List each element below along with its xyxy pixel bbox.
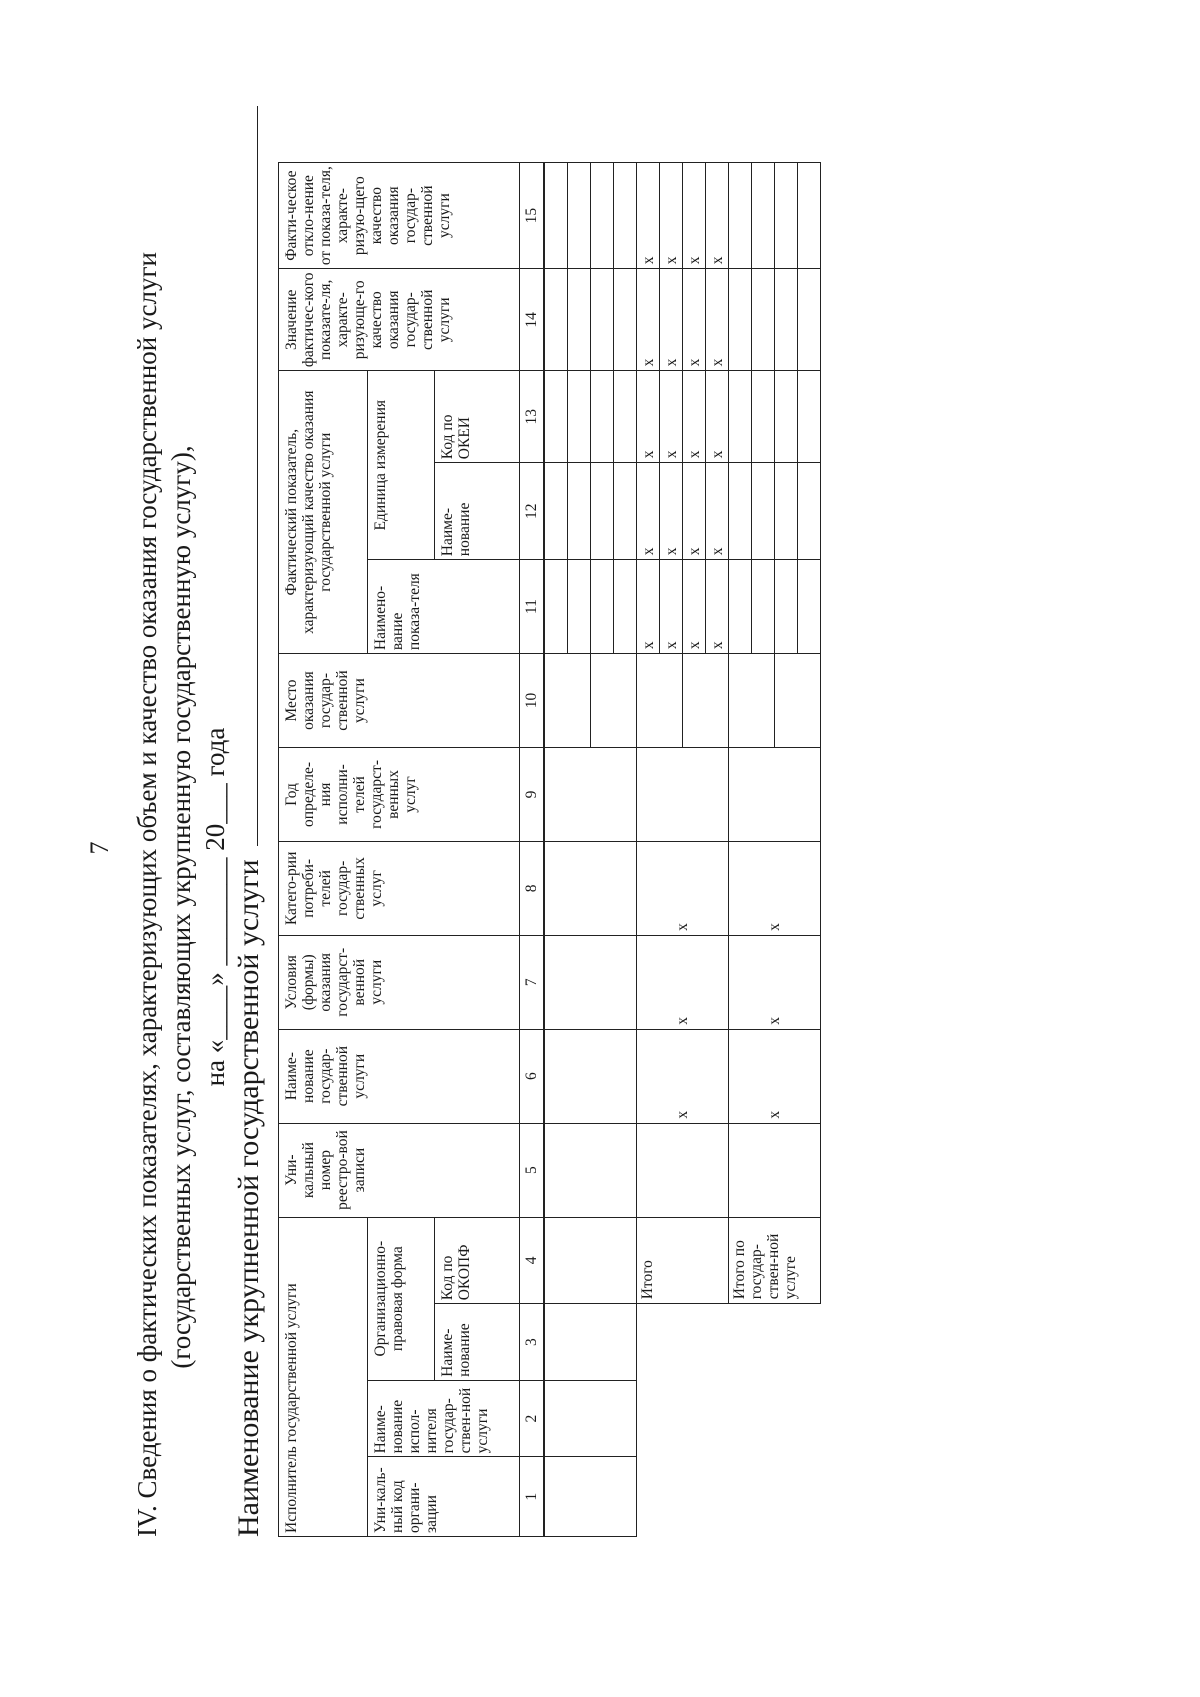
header-service-place: Место оказания государ-ственной услуги bbox=[279, 654, 520, 748]
x-mark: x bbox=[637, 560, 660, 654]
column-number: 10 bbox=[520, 654, 545, 748]
table-cell bbox=[775, 463, 798, 560]
table-cell bbox=[544, 1457, 637, 1537]
table-cell bbox=[544, 560, 568, 654]
table-cell bbox=[568, 163, 591, 269]
table-cell bbox=[591, 560, 614, 654]
column-number-row bbox=[520, 163, 545, 1537]
x-mark: x bbox=[729, 841, 821, 935]
service-name-blank bbox=[257, 106, 258, 846]
table-cell bbox=[798, 269, 821, 371]
table-cell bbox=[544, 841, 637, 935]
table-cell bbox=[568, 371, 591, 463]
x-mark: x bbox=[637, 269, 660, 371]
x-mark: x bbox=[683, 560, 706, 654]
header-executor-name: Наиме-нование испол-нителя государ-ствен-ной услуги bbox=[368, 1380, 520, 1457]
table-cell bbox=[591, 269, 614, 371]
table-cell bbox=[568, 560, 591, 654]
x-mark: x bbox=[637, 463, 660, 560]
x-mark: x bbox=[637, 371, 660, 463]
table-cell bbox=[775, 269, 798, 371]
table-cell bbox=[591, 654, 637, 748]
table-cell bbox=[614, 269, 637, 371]
table-cell bbox=[544, 371, 568, 463]
table-cell bbox=[729, 560, 752, 654]
column-number: 7 bbox=[520, 935, 545, 1029]
itogo-label: Итого bbox=[637, 1217, 729, 1304]
blank-cell bbox=[729, 1457, 821, 1537]
form-title bbox=[130, 252, 232, 1537]
table-cell bbox=[568, 269, 591, 371]
table-cell bbox=[544, 1123, 637, 1217]
table-cell bbox=[683, 654, 729, 748]
table-cell bbox=[775, 163, 798, 269]
blank-cell bbox=[729, 1304, 821, 1381]
x-mark: x bbox=[637, 841, 729, 935]
column-number: 4 bbox=[520, 1217, 545, 1304]
header-row-1 bbox=[279, 163, 368, 1537]
blank-cell bbox=[637, 1380, 729, 1457]
itogo-row bbox=[637, 163, 660, 1537]
table-cell bbox=[568, 463, 591, 560]
rotated-page-content bbox=[0, 37, 1200, 1697]
header-org-form: Организационно-правовая форма bbox=[368, 1217, 435, 1380]
x-mark: x bbox=[706, 560, 729, 654]
header-fact-deviation: Факти-ческое откло-нение от показа-теля, характе-ризую-щего качество оказания государ-ственной услуги bbox=[279, 163, 520, 269]
table-cell bbox=[637, 654, 683, 748]
header-indicator-name: Наимено-вание показа-теля bbox=[368, 560, 520, 654]
table-cell bbox=[591, 163, 614, 269]
x-mark: x bbox=[660, 163, 683, 269]
column-number: 9 bbox=[520, 748, 545, 842]
service-name-line bbox=[232, 106, 266, 1537]
table-cell bbox=[752, 463, 775, 560]
table-cell bbox=[798, 463, 821, 560]
column-number: 6 bbox=[520, 1029, 545, 1123]
header-consumer-categories: Катего-рии потреби-телей государ-ственных услуг bbox=[279, 841, 520, 935]
table-cell bbox=[614, 560, 637, 654]
x-mark: x bbox=[729, 1029, 821, 1123]
header-unit: Единица измерения bbox=[368, 371, 435, 560]
x-mark: x bbox=[706, 269, 729, 371]
table-cell bbox=[614, 371, 637, 463]
header-registry-number: Уни-кальный номер реестро-вой записи bbox=[279, 1123, 520, 1217]
title-date-line: на «____» ________ 20___ года bbox=[200, 727, 230, 1087]
x-mark: x bbox=[660, 560, 683, 654]
table-cell bbox=[544, 748, 637, 842]
x-mark: x bbox=[683, 463, 706, 560]
table-cell bbox=[729, 654, 775, 748]
header-org-form-name: Наиме-нование bbox=[435, 1304, 520, 1381]
table-cell bbox=[591, 463, 614, 560]
table-cell bbox=[752, 163, 775, 269]
table-cell bbox=[775, 371, 798, 463]
header-org-form-okopf: Код по ОКОПФ bbox=[435, 1217, 520, 1304]
table-cell bbox=[637, 748, 729, 842]
table-cell bbox=[729, 748, 821, 842]
table-cell bbox=[729, 463, 752, 560]
x-mark: x bbox=[660, 269, 683, 371]
table-cell bbox=[544, 1380, 637, 1457]
table-cell bbox=[798, 163, 821, 269]
column-number: 5 bbox=[520, 1123, 545, 1217]
table-cell bbox=[544, 1217, 637, 1304]
table-cell bbox=[544, 654, 591, 748]
table-cell bbox=[798, 560, 821, 654]
table-cell bbox=[729, 269, 752, 371]
table-cell bbox=[544, 1029, 637, 1123]
table-cell bbox=[798, 371, 821, 463]
header-year-determination: Год определе-ния исполни-телей государст-венных услуг bbox=[279, 748, 520, 842]
itogo-total-row bbox=[729, 163, 752, 1537]
title-line-1: IV. Сведения о фактических показателях, характеризующих объем и качество оказания государственной услуги bbox=[132, 252, 162, 1537]
x-mark: x bbox=[637, 1029, 729, 1123]
x-mark: x bbox=[683, 163, 706, 269]
x-mark: x bbox=[683, 371, 706, 463]
x-mark: x bbox=[683, 269, 706, 371]
column-number: 2 bbox=[520, 1380, 545, 1457]
table-cell bbox=[544, 935, 637, 1029]
table-cell bbox=[614, 163, 637, 269]
title-line-2: (государственных услуг, составляющих укрупненную государственную услугу), bbox=[166, 445, 196, 1369]
header-service-conditions: Условия (формы) оказания государст-венной услуги bbox=[279, 935, 520, 1029]
table-row bbox=[544, 163, 568, 1537]
table-cell bbox=[544, 163, 568, 269]
column-number: 11 bbox=[520, 560, 545, 654]
x-mark: x bbox=[706, 163, 729, 269]
header-unique-code: Уни-каль-ный код органи-зации bbox=[368, 1457, 520, 1537]
header-executor-group: Исполнитель государственной услуги bbox=[279, 1217, 368, 1536]
blank-cell bbox=[637, 1304, 729, 1381]
table-cell bbox=[752, 560, 775, 654]
table-cell bbox=[544, 463, 568, 560]
x-mark: x bbox=[706, 371, 729, 463]
table-cell bbox=[544, 1304, 637, 1381]
table-cell bbox=[591, 371, 614, 463]
blank-cell bbox=[729, 1380, 821, 1457]
header-unit-okei: Код по ОКЕИ bbox=[435, 371, 520, 463]
table-cell bbox=[775, 654, 821, 748]
column-number: 1 bbox=[520, 1457, 545, 1537]
table-cell bbox=[775, 560, 798, 654]
indicators-table bbox=[278, 162, 821, 1537]
column-number: 14 bbox=[520, 269, 545, 371]
column-number: 12 bbox=[520, 463, 545, 560]
page-number: 7 bbox=[85, 841, 114, 855]
header-fact-indicator: Фактический показатель, характеризующий качество оказания государственной услуги bbox=[279, 371, 368, 654]
itogo-total-label: Итого по государ-ствен-ной услуге bbox=[729, 1217, 821, 1304]
column-number: 13 bbox=[520, 371, 545, 463]
table-cell bbox=[729, 163, 752, 269]
header-unit-name: Наиме-нование bbox=[435, 463, 520, 560]
column-number: 15 bbox=[520, 163, 545, 269]
table-cell bbox=[752, 269, 775, 371]
blank-cell bbox=[637, 1457, 729, 1537]
x-mark: x bbox=[660, 371, 683, 463]
column-number: 3 bbox=[520, 1304, 545, 1381]
service-name-label: Наименование укрупненной государственной услуги bbox=[232, 859, 265, 1537]
table-cell bbox=[729, 1123, 821, 1217]
table-cell bbox=[752, 371, 775, 463]
x-mark: x bbox=[660, 463, 683, 560]
x-mark: x bbox=[637, 935, 729, 1029]
table-cell bbox=[544, 269, 568, 371]
table-cell bbox=[729, 371, 752, 463]
header-service-name: Наиме-нование государ-ственной услуги bbox=[279, 1029, 520, 1123]
column-number: 8 bbox=[520, 841, 545, 935]
table-cell bbox=[637, 1123, 729, 1217]
header-fact-value: Значение фактичес-кого показате-ля, характе-ризующе-го качество оказания государ-ственной услуги bbox=[279, 269, 520, 371]
x-mark: x bbox=[706, 463, 729, 560]
table-cell bbox=[614, 463, 637, 560]
x-mark: x bbox=[729, 935, 821, 1029]
x-mark: x bbox=[637, 163, 660, 269]
